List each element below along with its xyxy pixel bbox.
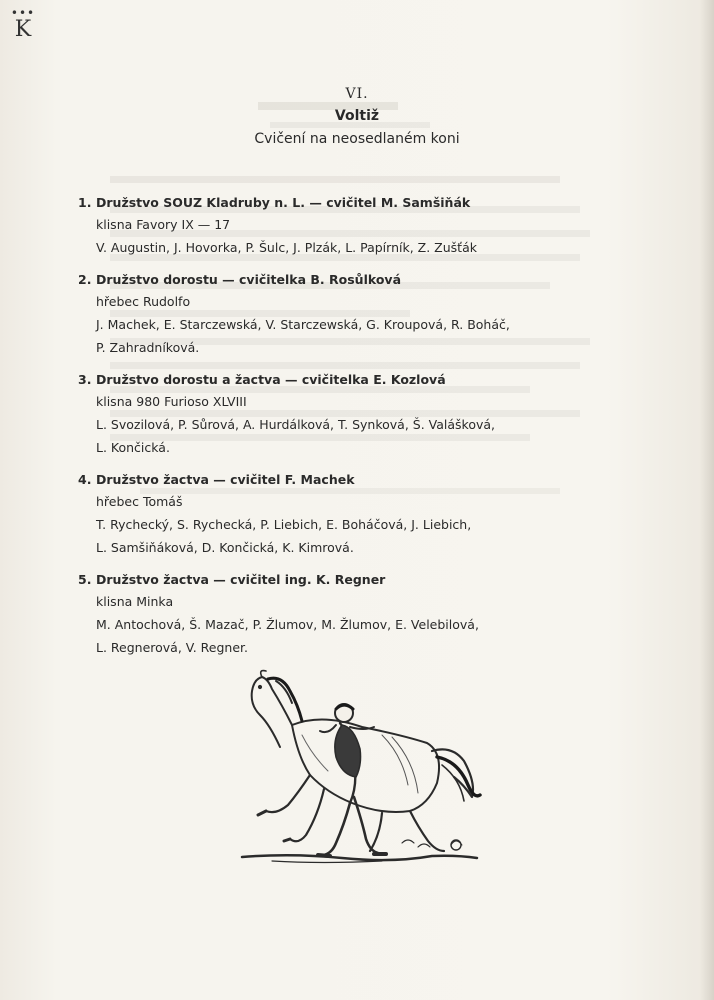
team-entry: [78, 469, 638, 559]
team-entry: [78, 369, 638, 459]
section-subtitle: Cvičení na neosedlaném koni: [254, 131, 460, 147]
team-entry: [78, 269, 638, 359]
team-title: Družstvo žactva — cvičitel ing. K. Regner: [96, 572, 386, 587]
team-horse: klisna 980 Furioso XLVIII: [96, 394, 247, 409]
team-title: Družstvo SOUZ Kladruby n. L. — cvičitel M. Samšiňák: [96, 195, 471, 210]
team-members: J. Machek, E. Starczewská, V. Starczewská, G. Kroupová, R. Boháč,: [96, 317, 510, 332]
team-title: Družstvo dorostu a žactva — cvičitelka E. Kozlová: [96, 372, 446, 387]
team-number: 1.: [78, 195, 92, 210]
team-members: L. Svozilová, P. Sůrová, A. Hurdálková, T. Synková, Š. Valášková,: [96, 417, 496, 432]
logo: [10, 8, 36, 48]
team-members: T. Rychecký, S. Rychecká, P. Liebich, E. Boháčová, J. Liebich,: [96, 517, 472, 532]
horse-vaulter-illustration: [232, 665, 492, 870]
team-horse: hřebec Rudolfo: [96, 294, 191, 309]
page-edge-shadow: [700, 0, 714, 1000]
logo-letter: K: [14, 17, 32, 42]
team-horse: hřebec Tomáš: [96, 494, 183, 509]
section-number: VI.: [345, 86, 369, 102]
team-horse: klisna Minka: [96, 594, 174, 609]
team-horse: klisna Favory IX — 17: [96, 217, 231, 232]
team-members: P. Zahradníková.: [96, 340, 200, 355]
team-entry: [78, 192, 638, 259]
team-list: [78, 192, 638, 669]
logo-dots: •••: [10, 6, 36, 20]
team-number: 3.: [78, 372, 92, 387]
team-title: Družstvo dorostu — cvičitelka B. Rosůlková: [96, 272, 402, 287]
team-members: V. Augustin, J. Hovorka, P. Šulc, J. Plzák, L. Papírník, Z. Zušťák: [96, 240, 477, 255]
team-members: L. Končická.: [96, 440, 170, 455]
team-title: Družstvo žactva — cvičitel F. Machek: [96, 472, 355, 487]
team-number: 2.: [78, 272, 92, 287]
team-members: L. Samšiňáková, D. Končická, K. Kimrová.: [96, 540, 354, 555]
team-members: L. Regnerová, V. Regner.: [96, 640, 249, 655]
team-members: M. Antochová, Š. Mazač, P. Žlumov, M. Žlumov, E. Velebilová,: [96, 617, 479, 632]
team-entry: [78, 569, 638, 659]
team-number: 4.: [78, 472, 92, 487]
team-number: 5.: [78, 572, 92, 587]
section-title: Voltiž: [334, 108, 380, 124]
